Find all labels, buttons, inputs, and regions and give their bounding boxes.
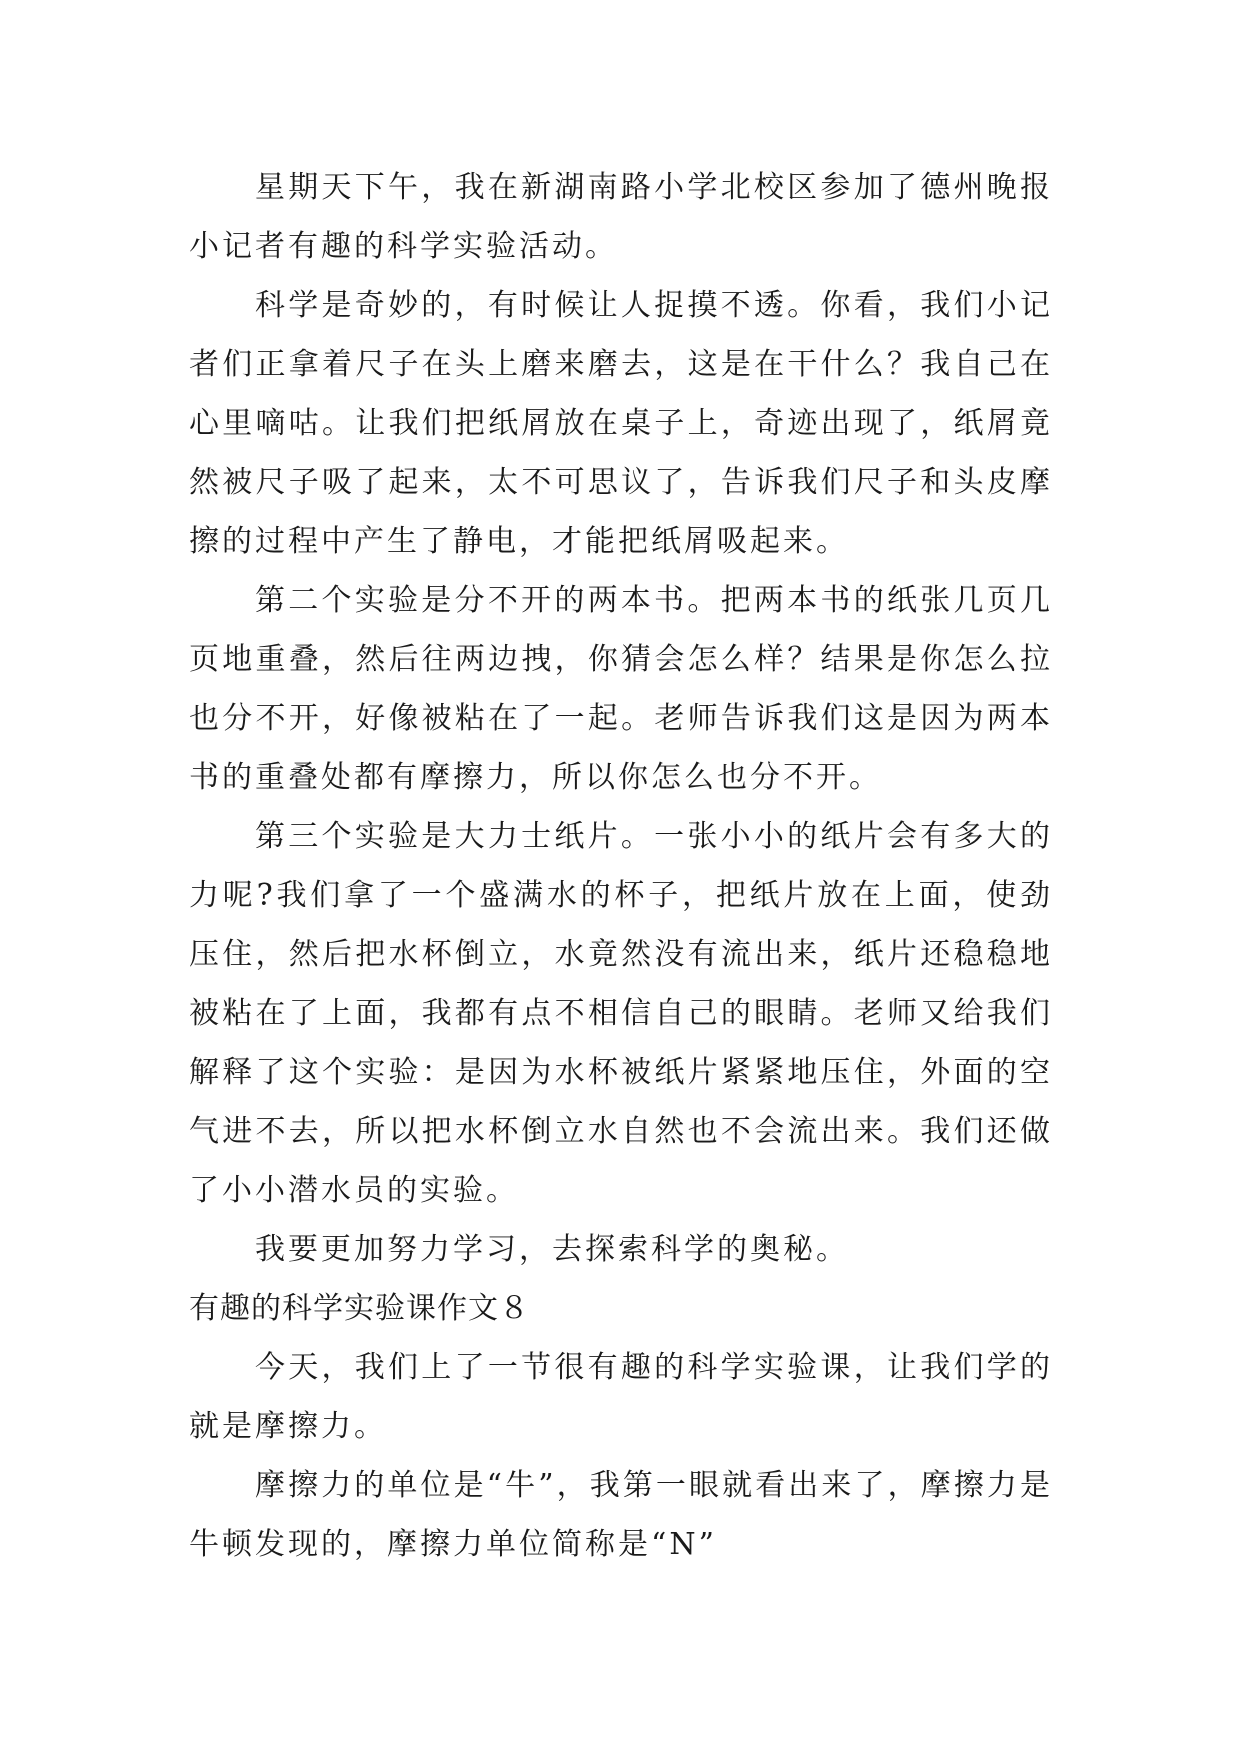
paragraph: 第二个实验是分不开的两本书。把两本书的纸张几页几页地重叠，然后往两边拽，你猜会怎么样？结果是你怎么拉也分不开，好像被粘在了一起。老师告诉我们这是因为两本书的重叠处都有摩擦力，所以你怎么也分不开。 xyxy=(189,583,1053,795)
document-body xyxy=(189,158,1053,1574)
paragraph: 摩擦力的单位是“牛”，我第一眼就看出来了，摩擦力是牛顿发现的，摩擦力单位简称是“N” xyxy=(189,1468,1053,1562)
section-heading: 有趣的科学实验课作文８ xyxy=(189,1291,530,1326)
paragraph: 今天，我们上了一节很有趣的科学实验课，让我们学的就是摩擦力。 xyxy=(189,1350,1053,1444)
paragraph: 我要更加努力学习，去探索科学的奥秘。 xyxy=(255,1232,849,1267)
paragraph: 科学是奇妙的，有时候让人捉摸不透。你看，我们小记者们正拿着尺子在头上磨来磨去，这是在干什么？我自己在心里嘀咕。让我们把纸屑放在桌子上，奇迹出现了，纸屑竟然被尺子吸了起来，太不可思议了，告诉我们尺子和头皮摩擦的过程中产生了静电，才能把纸屑吸起来。 xyxy=(189,288,1053,559)
paragraph: 星期天下午，我在新湖南路小学北校区参加了德州晚报小记者有趣的科学实验活动。 xyxy=(189,170,1053,264)
paragraph: 第三个实验是大力士纸片。一张小小的纸片会有多大的力呢?我们拿了一个盛满水的杯子，把纸片放在上面，使劲压住，然后把水杯倒立，水竟然没有流出来，纸片还稳稳地被粘在了上面，我都有点不相信自己的眼睛。老师又给我们解释了这个实验：是因为水杯被纸片紧紧地压住，外面的空气进不去，所以把水杯倒立水自然也不会流出来。我们还做了小小潜水员的实验。 xyxy=(189,819,1053,1208)
